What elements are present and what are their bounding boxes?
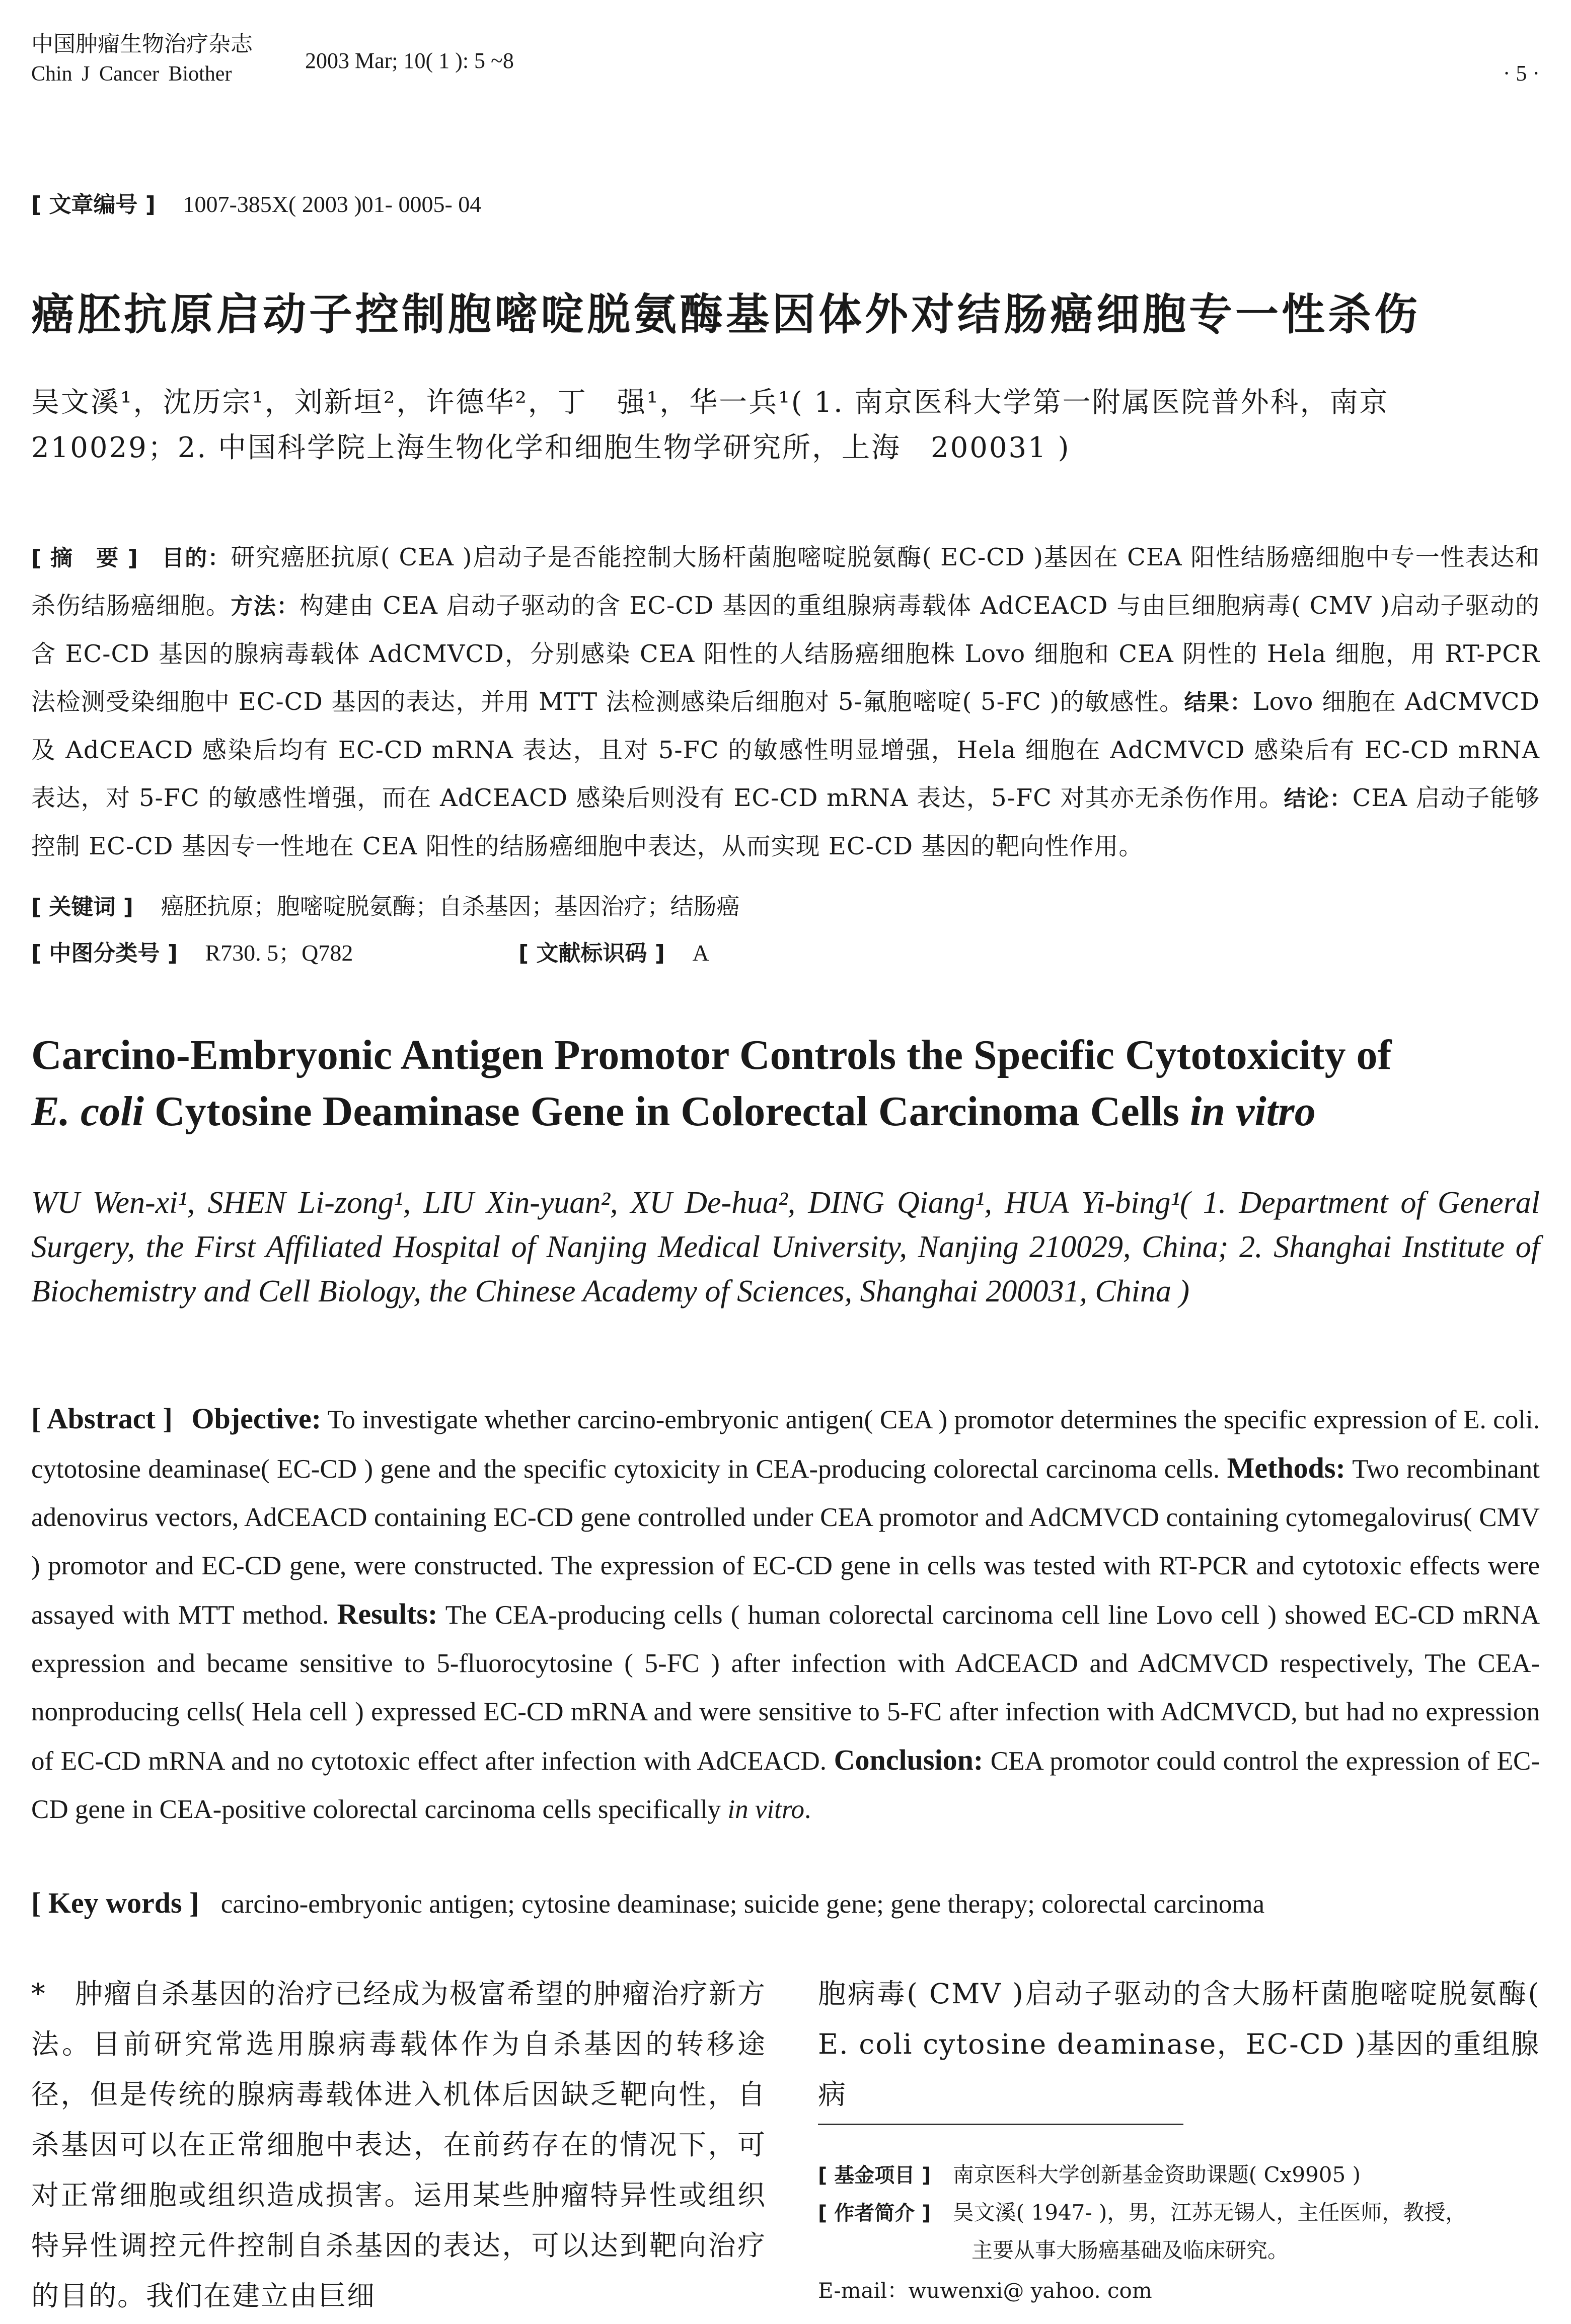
doc-label: [ 文献标识码 ] [518,940,665,966]
author-label: [ 作者简介 ] [818,2202,931,2225]
conclusion-en-text: CEA promotor could control the expression of EC-CD gene in CEA-positive colorectal carcinoma cells specifically [31,1747,1540,1824]
methods-cn-label: 方法： [231,594,300,619]
abstract-cn-label: [ 摘 要 ] [31,545,138,571]
body-right-column: 胞病毒( CMV )启动子驱动的含大肠杆菌胞嘧啶脱氨酶( E. coli cytosine deaminase，EC-CD )基因的重组腺病 [818,1978,1540,2111]
keywords-en-label: [ Key words ] [31,1886,199,1919]
keywords-en-value: carcino-embryonic antigen; cytosine deaminase; suicide gene; gene therapy; colorectal carcinoma [220,1890,1265,1919]
keywords-cn-value: 癌胚抗原；胞嘧啶脱氨酶；自杀基因；基因治疗；结肠癌 [161,893,740,920]
abstract-en-label: [ Abstract ] [31,1402,173,1435]
author-value-2: 主要从事大肠癌基础及临床研究。 [971,2238,1289,2263]
journal-name-en: Chin J Cancer Biother [31,62,232,86]
clc-label: [ 中图分类号 ] [31,940,178,966]
methods-en-text: Two recombinant adenovirus vectors, AdCEACD containing EC-CD gene controlled under CEA promotor and AdCMVCD containing cytomegalovirus( CMV ) promotor and EC-CD gene, were constructed. The expression of EC-CD gene in cells was tested with RT-PCR and cytotoxic effects were assayed with MTT method. [31,1455,1540,1630]
author-value-1: 吴文溪( 1947- )，男，江苏无锡人，主任医师，教授， [952,2200,1467,2225]
title-cn: 癌胚抗原启动子控制胞嘧啶脱氨酶基因体外对结肠癌细胞专一性杀伤 [31,289,1420,340]
article-number-label: [ 文章编号 ] [31,192,156,217]
results-cn-text: Lovo 细胞在 AdCMVCD 及 AdCEACD 感染后均有 EC-CD mRNA 表达，且对 5-FC 的敏感性明显增强，Hela 细胞在 AdCMVCD 感染后有 EC-CD mRNA 表达，对 5-FC 的敏感性增强，而在 AdCEACD 感染后则没有 EC-CD mRNA 表达，5-FC 对其亦无杀伤作用。 [31,688,1540,812]
authors-en: WU Wen-xi¹, SHEN Li-zong¹, LIU Xin-yuan², XU De-hua², DING Qiang¹, HUA Yi-bing¹( 1. Department of General Surgery, the First Affiliated Hospital of Nanjing Medical University, Nanjing 210029, China; 2. Shanghai Institute of Biochemistry and Cell Biology, the Chinese Academy of Sciences, Shanghai 200031, China ) [31,1186,1540,1309]
footnote-email: E-mail：wuwenxi@ yahoo. com [818,2278,1152,2303]
methods-en-label: Methods: [1227,1451,1345,1484]
body-left-column: * 肿瘤自杀基因的治疗已经成为极富希望的肿瘤治疗新方法。目前研究常选用腺病毒载体作为自杀基因的转移途径，但是传统的腺病毒载体进入机体后因缺乏靶向性，自杀基因可以在正常细胞中表达，在前药存在的情况下，可对正常细胞或组织造成损害。运用某些肿瘤特异性或组织特异性调控元件控制自杀基因的表达，可以达到靶向治疗的目的。我们在建立由巨细 [31,1978,766,2312]
classification-code [31,937,353,969]
results-en-label: Results: [337,1597,438,1630]
clc-value: R730. 5；Q782 [205,940,353,966]
objective-cn-text: 研究癌胚抗原( CEA )启动子是否能控制大肠杆菌胞嘧啶脱氨酶( EC-CD )基因在 CEA 阳性结肠癌细胞中专一性表达和杀伤结肠癌细胞。 [31,543,1540,620]
title-en-line1: Carcino-Embryonic Antigen Promotor Controls the Specific Cytotoxicity of [31,1032,1392,1078]
title-en [31,1027,1540,1140]
results-cn-label: 结果： [1184,690,1253,715]
journal-name-cn: 中国肿瘤生物治疗杂志 [31,31,253,57]
methods-cn-text: 构建由 CEA 启动子驱动的含 EC-CD 基因的重组腺病毒载体 AdCEACD 与由巨细胞病毒( CMV )启动子驱动的含 EC-CD 基因的腺病毒载体 AdCMVCD，分别感染 CEA 阳性的人结肠癌细胞株 Lovo 细胞和 CEA 阴性的 Hela 细胞，用 RT-PCR 法检测受染细胞中 EC-CD 基因的表达，并用 MTT 法检测感染后细胞对 5-氟胞嘧啶( 5-FC )的敏感性。 [31,592,1540,716]
issue-info: 2003 Mar; 10( 1 ): 5 ~8 [305,48,514,73]
conclusion-en-italic: in vitro [727,1795,804,1824]
results-en-text: The CEA-producing cells ( human colorectal carcinoma cell line Lovo cell ) showed EC-CD mRNA expression and became sensitive to 5-fluorocytosine ( 5-FC ) after infection with AdCEACD and AdCMVCD respectively, The CEA-nonproducing cells( Hela cell ) expressed EC-CD mRNA and were sensitive to 5-FC after infection with AdCMVCD, but had no expression of EC-CD mRNA and no cytotoxic effect after infection with AdCEACD. [31,1601,1540,1776]
authors-cn: 吴文溪¹，沈历宗¹，刘新垣²，许德华²，丁 强¹，华一兵¹( 1. 南京医科大学第一附属医院普外科，南京 210029；2. 中国科学院上海生物化学和细胞生物学研究所，上海 200031 ) [31,386,1389,464]
keywords-cn-label: [ 关键词 ] [31,894,133,920]
fund-label: [ 基金项目 ] [818,2164,931,2187]
objective-en-text: To investigate whether carcino-embryonic antigen( CEA ) promotor determines the specific expression of E. coli. cytotosine deaminase( EC-CD ) gene and the specific cytoxicity in CEA-producing colorectal carcinoma cells. [31,1405,1540,1484]
footnote-author [818,2198,1466,2228]
conclusion-cn-label: 结论： [1284,786,1353,812]
keywords-cn [31,891,739,922]
page-number: · 5 · [1503,61,1540,86]
conclusion-cn-text: CEA 启动子能够控制 EC-CD 基因专一性地在 CEA 阳性的结肠癌细胞中表达，从而实现 EC-CD 基因的靶向性作用。 [31,784,1540,860]
abstract-cn [31,534,1540,870]
fund-value: 南京医科大学创新基金资助课题( Cx9905 ) [952,2162,1361,2187]
title-en-line2: E. coli Cytosine Deaminase Gene in Colorectal Carcinoma Cells in vitro [31,1088,1316,1135]
article-number [31,189,481,220]
article-number-value: 1007-385X( 2003 )01- 0005- 04 [183,191,482,217]
document-code [518,937,709,969]
abstract-en: [ Abstract ] Objective: To investigate whether carcino-embryonic antigen( CEA ) promotor determines the specific expression of E. coli. cytotosine deaminase( EC-CD ) gene and the specific cytoxicity in CEA-producing colorectal carcinoma cells. Methods: Two recombinant adenovirus vectors, AdCEACD containing EC-CD gene controlled under CEA promotor and AdCMVCD containing cytomegalovirus( CMV ) promotor and EC-CD gene, were constructed. The expression of EC-CD gene in cells was tested with RT-PCR and cytotoxic effects were assayed with MTT method. Results: The CEA-producing cells ( human colorectal carcinoma cell line Lovo cell ) showed EC-CD mRNA expression and became sensitive to 5-fluorocytosine ( 5-FC ) after infection with AdCEACD and AdCMVCD respectively, The CEA-nonproducing cells( Hela cell ) expressed EC-CD mRNA and were sensitive to 5-FC after infection with AdCMVCD, but had no expression of EC-CD mRNA and no cytotoxic effect after infection with AdCEACD. Conclusion: CEA promotor could control the expression of EC-CD gene in CEA-positive colorectal carcinoma cells specifically in vitro. [31,1402,1540,1824]
objective-cn-label: 目的： [162,545,231,571]
keywords-en [31,1885,1264,1922]
conclusion-en-label: Conclusion: [834,1744,984,1776]
footnote-divider [818,2124,1183,2125]
doc-value: A [692,940,709,966]
objective-en-label: Objective: [191,1402,322,1435]
footnote-fund [818,2160,1361,2191]
